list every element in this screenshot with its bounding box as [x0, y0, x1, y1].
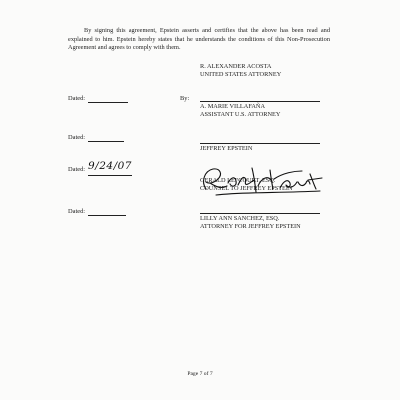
- signature-line-epstein: [200, 143, 320, 144]
- sanchez-name: LILLY ANN SANCHEZ, ESQ.: [200, 215, 280, 222]
- epstein-name: JEFFREY EPSTEIN: [200, 145, 253, 152]
- ausa-title: ASSISTANT U.S. ATTORNEY: [200, 110, 281, 118]
- dated-label-2: Dated:: [68, 134, 86, 141]
- signature-line-ausa: [200, 101, 320, 102]
- date-line-3: [88, 175, 132, 176]
- lefcourt-title: COUNSEL TO JEFFREY EPSTEIN: [200, 184, 293, 192]
- handwritten-date: 9/24/07: [88, 160, 132, 172]
- sanchez-title: ATTORNEY FOR JEFFREY EPSTEIN: [200, 222, 301, 230]
- ausa-name: A. MARIE VILLAFAÑA: [200, 103, 266, 110]
- dated-label-4: Dated:: [68, 208, 86, 215]
- date-line-2: [88, 141, 124, 142]
- lefcourt-block: [200, 177, 293, 192]
- dated-label-1: Dated:: [68, 95, 86, 102]
- lefcourt-name: GERALD LEFCOURT, ESQ.: [200, 177, 276, 184]
- us-attorney-block: [200, 63, 281, 78]
- sanchez-block: [200, 215, 301, 230]
- date-line-1: [88, 102, 128, 103]
- agreement-paragraph: By signing this agreement, Epstein asserts and certifies that the above has been read and explained to him. Epstein hereby states that he understands the conditions of this Non-Prosecution Agreement and agrees to comply with them.: [68, 27, 330, 52]
- dated-label-3: Dated:: [68, 166, 86, 173]
- by-label: By:: [180, 95, 190, 102]
- us-attorney-title: UNITED STATES ATTORNEY: [200, 70, 282, 78]
- page-number: Page 7 of 7: [187, 371, 213, 377]
- us-attorney-name: R. ALEXANDER ACOSTA: [200, 63, 272, 70]
- date-line-4: [88, 215, 126, 216]
- ausa-block: [200, 103, 280, 118]
- signature-line-sanchez: [200, 213, 320, 214]
